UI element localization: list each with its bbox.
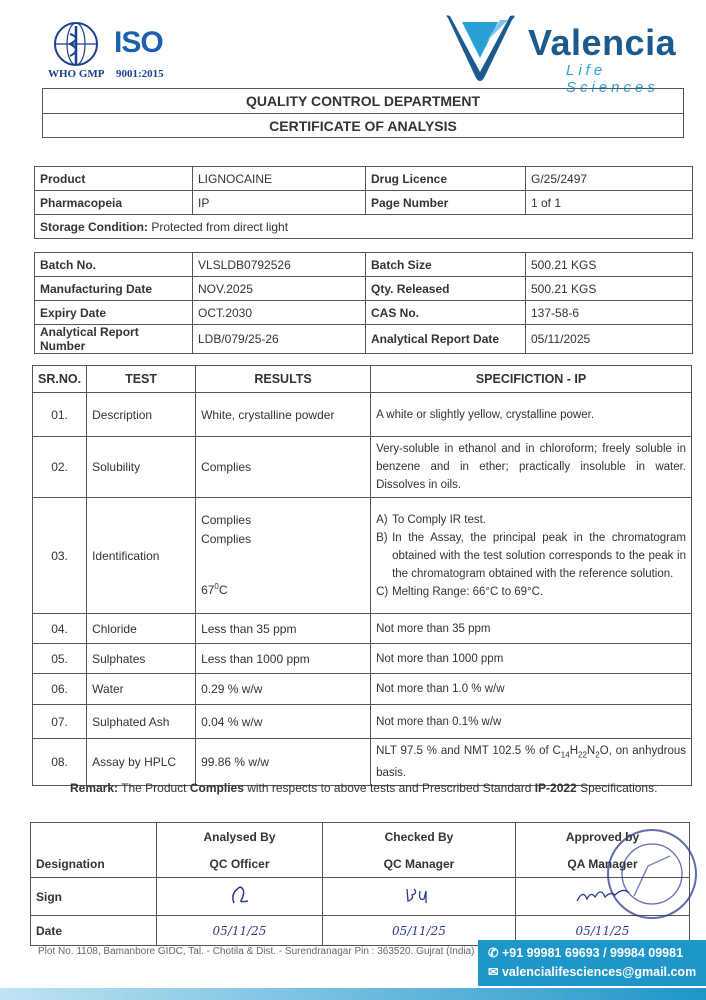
spec-c-label: C) [376,585,389,598]
brand-tagline: Life Sciences [566,62,659,96]
result-cell: 0.04 % w/w [196,705,371,739]
approval-table [30,822,690,946]
spec-c-text: Melting Range: 66°C to 69°C. [392,585,544,598]
signature-checker [323,878,516,916]
table-row [33,644,692,674]
sr-cell: 04. [33,614,87,644]
table-row [33,498,692,614]
analysed-by-header: Analysed By [157,823,323,851]
report-number-label: Analytical Report Number [35,325,193,354]
qa-manager: QA Manager [516,850,690,878]
table-row [35,277,693,301]
iso-standard: 9001:2015 [116,68,164,80]
footer-bar [0,988,706,1000]
test-cell: Water [87,674,196,705]
result-cell: Less than 35 ppm [196,614,371,644]
formula-sub: 14 [560,750,570,760]
qc-manager: QC Manager [323,850,516,878]
assay-spec-tail: O, on anhydrous basis. [376,745,686,780]
phone-text: +91 99981 69693 / 99984 09981 [501,946,684,960]
storage-cell [35,215,693,239]
signature-checker-mark [404,885,434,905]
melting-sup: 0 [214,582,219,591]
test-cell: Solubility [87,437,196,498]
result-cell: 99.86 % w/w [196,739,371,786]
batch-size-value: 500.21 KGS [526,253,693,277]
footer-email [488,964,696,979]
result-cell: White, crystalline powder [196,393,371,437]
qty-released-label: Qty. Released [366,277,526,301]
designation-label: Designation [31,850,157,878]
table-row [33,739,692,786]
licence-label: Drug Licence [366,167,526,191]
batch-no-label: Batch No. [35,253,193,277]
table-row [33,614,692,644]
result-cell: 0.29 % w/w [196,674,371,705]
table-row [33,437,692,498]
col-header-spec: SPECIFICTION - IP [371,366,692,393]
remark-label: Remark: [70,781,119,795]
checked-by-header: Checked By [323,823,516,851]
remark-text: with respects to above tests and Prescribed Standard [243,781,535,795]
iso-logo: ISO [114,26,163,59]
batch-info-table [34,252,693,354]
brand-name: Valencia [528,22,677,63]
batch-size-label: Batch Size [366,253,526,277]
spec-b-label: B) [376,531,388,544]
email-icon: ✉ [488,965,502,979]
qa-approved-stamp-icon [604,826,700,922]
email-text: valencialifesciences@gmail.com [501,965,697,979]
test-cell: Sulphated Ash [87,705,196,739]
table-row [31,850,690,878]
remark-text: Specifications. [576,781,658,795]
spec-a-label: A) [376,513,388,526]
result-ir: Complies [201,513,252,527]
product-value: LIGNOCAINE [193,167,366,191]
product-info-table [34,166,693,239]
result-melting [201,577,365,600]
spec-cell: Very-soluble in ethanol and in chloroform; freely soluble in benzene and in ether; practically insoluble in water. Dissolves in oils. [371,437,692,498]
date-label: Date [31,916,157,946]
sr-cell: 02. [33,437,87,498]
spec-cell: Not more than 0.1% w/w [371,705,692,739]
designation-spacer [31,823,157,851]
table-row [33,705,692,739]
department-title: QUALITY CONTROL DEPARTMENT [245,93,481,109]
spec-cell [371,739,692,786]
sr-cell: 07. [33,705,87,739]
test-cell: Description [87,393,196,437]
table-row [35,301,693,325]
melting-unit: C [218,583,228,597]
col-header-sr: SR.NO. [33,366,87,393]
table-row [33,393,692,437]
cas-no-value: 137-58-6 [526,301,693,325]
test-cell: Identification [87,498,196,614]
remark-complies: Complies [189,781,244,795]
mfg-date-label: Manufacturing Date [35,277,193,301]
batch-no-value: VLSLDB0792526 [193,253,366,277]
spec-cell: Not more than 1.0 % w/w [371,674,692,705]
tests-table [32,365,692,786]
footer-contact-box [478,940,706,986]
table-row [31,823,690,851]
page-number-value: 1 of 1 [526,191,693,215]
spec-item-b [376,529,686,583]
formula-part: H [569,745,579,757]
footer-phone [488,945,683,960]
table-row [35,191,693,215]
sr-cell: 03. [33,498,87,614]
report-number-value: LDB/079/25-26 [193,325,366,354]
date-approver: 05/11/25 [516,916,690,946]
spec-b-text: In the Assay, the principal peak in the chromatogram obtained with the test solution corresponds to the peak in the chromatogram obtained with the reference solution. [392,531,686,580]
licence-value: G/25/2497 [526,167,693,191]
report-date-value: 05/11/2025 [526,325,693,354]
melting-value: 67 [201,583,215,597]
test-cell: Chloride [87,614,196,644]
col-header-results: RESULTS [196,366,371,393]
storage-label: Storage Condition: [40,219,148,234]
formula-part: N [586,745,596,757]
table-row [33,674,692,705]
result-cell [196,498,371,614]
spec-cell: A white or slightly yellow, crystalline power. [371,393,692,437]
formula-sub: 22 [578,750,587,760]
sr-cell: 01. [33,393,87,437]
signature-analyst [157,878,323,916]
table-row [35,253,693,277]
date-checker: 05/11/25 [323,916,516,946]
result-cell: Complies [196,437,371,498]
test-cell: Sulphates [87,644,196,674]
phone-icon: ✆ [488,946,502,960]
sr-cell: 08. [33,739,87,786]
table-row [35,215,693,239]
spec-cell [371,498,692,614]
col-header-test: TEST [87,366,196,393]
qc-officer: QC Officer [157,850,323,878]
formula-sub: 2 [595,750,600,760]
certificate-title: CERTIFICATE OF ANALYSIS [43,113,683,138]
page-number-label: Page Number [366,191,526,215]
table-header-row [33,366,692,393]
date-analyst: 05/11/25 [157,916,323,946]
signature-analyst-mark [228,883,252,907]
remark-standard: IP-2022 [534,781,577,795]
valencia-logo-icon [440,12,530,84]
expiry-date-value: OCT.2030 [193,301,366,325]
mfg-date-value: NOV.2025 [193,277,366,301]
test-cell: Assay by HPLC [87,739,196,786]
expiry-date-label: Expiry Date [35,301,193,325]
sign-label: Sign [31,878,157,916]
cas-no-label: CAS No. [366,301,526,325]
remark-text: The Product [118,781,190,795]
storage-value: Protected from direct light [151,219,289,234]
who-gmp-label: WHO GMP [48,68,105,80]
spec-cell: Not more than 35 ppm [371,614,692,644]
qty-released-value: 500.21 KGS [526,277,693,301]
sr-cell: 05. [33,644,87,674]
spec-item-c [376,583,686,601]
report-date-label: Analytical Report Date [366,325,526,354]
result-cell: Less than 1000 ppm [196,644,371,674]
pharmacopeia-label: Pharmacopeia [35,191,193,215]
product-label: Product [35,167,193,191]
approved-by-header: Approved by [516,823,690,851]
spec-cell: Not more than 1000 ppm [371,644,692,674]
remark-line [70,781,657,795]
table-row [35,167,693,191]
spec-item-a [376,511,686,529]
result-assay: Complies [201,532,252,546]
sr-cell: 06. [33,674,87,705]
pharmacopeia-value: IP [193,191,366,215]
title-box [42,88,684,138]
table-row [35,325,693,354]
table-row [31,878,690,916]
spec-a-text: To Comply IR test. [392,513,487,526]
assay-spec-text: NLT 97.5 % and NMT 102.5 % of C [376,745,561,757]
footer-address: Plot No. 1108, Bamanbore GIDC, Tal. - Chotila & Dist. - Surendranagar Pin : 363520. Gujrat (India) [38,946,475,957]
